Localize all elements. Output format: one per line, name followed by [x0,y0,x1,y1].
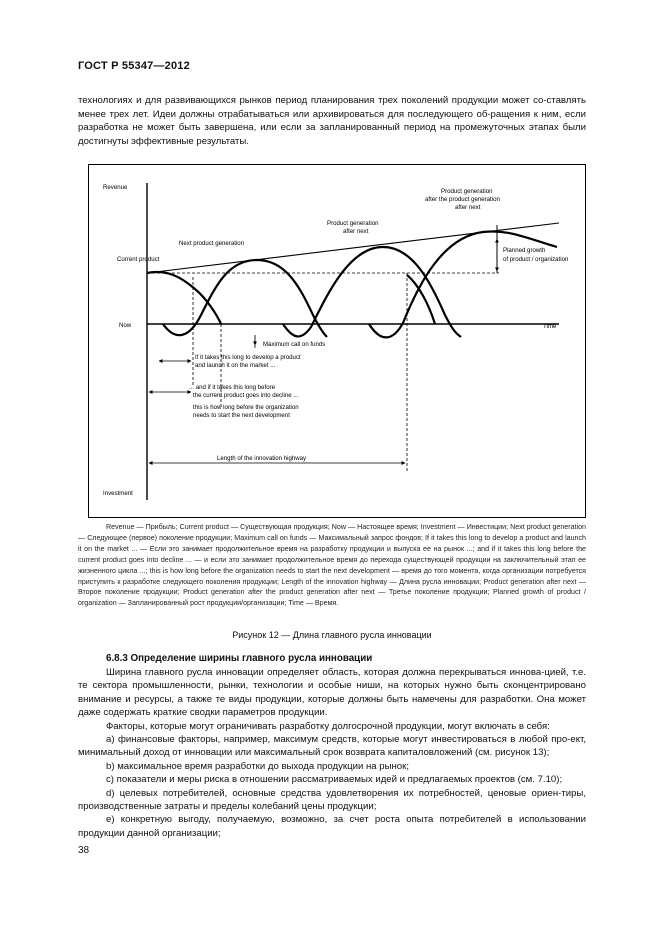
document-header: ГОСТ Р 55347—2012 [78,60,190,72]
investment-label: Investment [103,490,133,497]
now-label: Now [119,322,132,329]
gen-after-after-label-3: after next [455,204,481,211]
planned-growth-label-2: of product / organization [503,256,569,263]
figure-legend: Revenue — Прибыль; Current product — Существующая продукция; Now — Настоящее время; Investment — Инвестиции; Next product generation — Следующее (первое) поколение продукции; Maximum call on funds — Максимальный запрос фондов; If it takes this long to develop a product and launch it on the market ... — Если это занимает продолжительное время на разработку продукции и выпуска ее на рынок ...; and if it takes this long before the current product goes into decline ... — и если это занимает продолжительное время до перехода существующей продукции на заключительный этап ее жизненного цикла ...; this is how long before the organization needs to start the next development — время до того момента, когда организации потребуется приступить к разработке следующего поколения продукции; Length of the innovation highway — Длина русла инновации; Product generation after next — Второе поколение продукции; Product generation after the product generation after next — Третье поколение продукции; Planned growth of product / organization — Запланированный рост продукции/организации; Time — Время. [78,523,586,608]
max-call-label: Maximum call on funds [263,341,326,348]
gen-after-after-label-1: Product generation [441,188,493,195]
gen-after-next-label-1: Product generation [327,220,379,227]
page-number: 38 [78,845,90,856]
body-text [78,666,586,840]
paragraph: Факторы, которые могут ограничивать разработку долгосрочной продукции, могут включать в себя: [106,720,550,732]
develop-label-2: and launch it on the market ... [195,362,276,369]
start-label-2: needs to start the next development [193,412,290,419]
next-generation-label: Next product generation [179,240,245,247]
start-label-1: this is how long before the organization [193,404,299,411]
list-item: b) максимальное время разработки до выхода продукции на рынок; [106,760,409,772]
innovation-diagram [89,165,587,519]
develop-label-1: If it takes this long to develop a product [195,354,301,361]
planned-growth-label-1: Planned growth [503,247,546,254]
figure-caption: Рисунок 12 — Длина главного русла инновации [232,630,432,640]
section-title: 6.8.3 Определение ширины главного русла инновации [106,653,373,664]
time-label: Time [543,323,557,330]
paragraph: Ширина главного русла инновации определяет область, которая должна перекрываться иннова-цией, т.е. те сектора промышленности, рынки, технологии и особые ниши, на которых нужно быть сконцентрировано внимание и ресурсы, а также те виды продукции, которые должны быть намечены для разработки. Она может даже содержать краткие сводки параметров продукции. [78,667,586,719]
decline-label-1: ... and if it takes this long before [189,384,276,391]
list-item: а) финансовые факторы, например, максимум средств, которые могут инвестироваться в любой про-ект, минимальный доход от инновации или максимальный срок возврата капиталовложений (см. рисунок 13); [78,734,586,759]
current-product-label: Current product [117,256,160,263]
list-item: d) целевых потребителей, основные средства удовлетворения их потребностей, ценовые ориен-тиры, производственные затраты и пределы колебаний цены продукции; [78,787,586,813]
revenue-label: Revenue [103,184,128,191]
list-item: e) конкретную выгоду, получаемую, возможно, за счет роста опыта потребителей в использовании продукции данной организации; [78,814,586,839]
gen-after-after-label-2: after the product generation [425,196,500,203]
gen-after-next-label-2: after next [343,228,369,235]
list-item: c) показатели и меры риска в отношении рассматриваемых идей и предлагаемых проектов (см. 7.10); [106,774,563,786]
next-generation-curve [163,260,327,337]
highway-label: Length of the innovation highway [217,455,307,462]
decline-label-2: the current product goes into decline ... [193,392,299,399]
intro-paragraph: технологиях и для развивающихся рынков период планирования трех поколений продукции может со-ставлять менее трех лет. Идеи должны отрабатываться или архивироваться для последующего об-ращения к ним, если разработка не может быть завершена, или если за запланированный период на промежуточных этапах были достигнуты эффективные результаты. [78,95,586,147]
innovation-highway-figure [88,164,586,518]
